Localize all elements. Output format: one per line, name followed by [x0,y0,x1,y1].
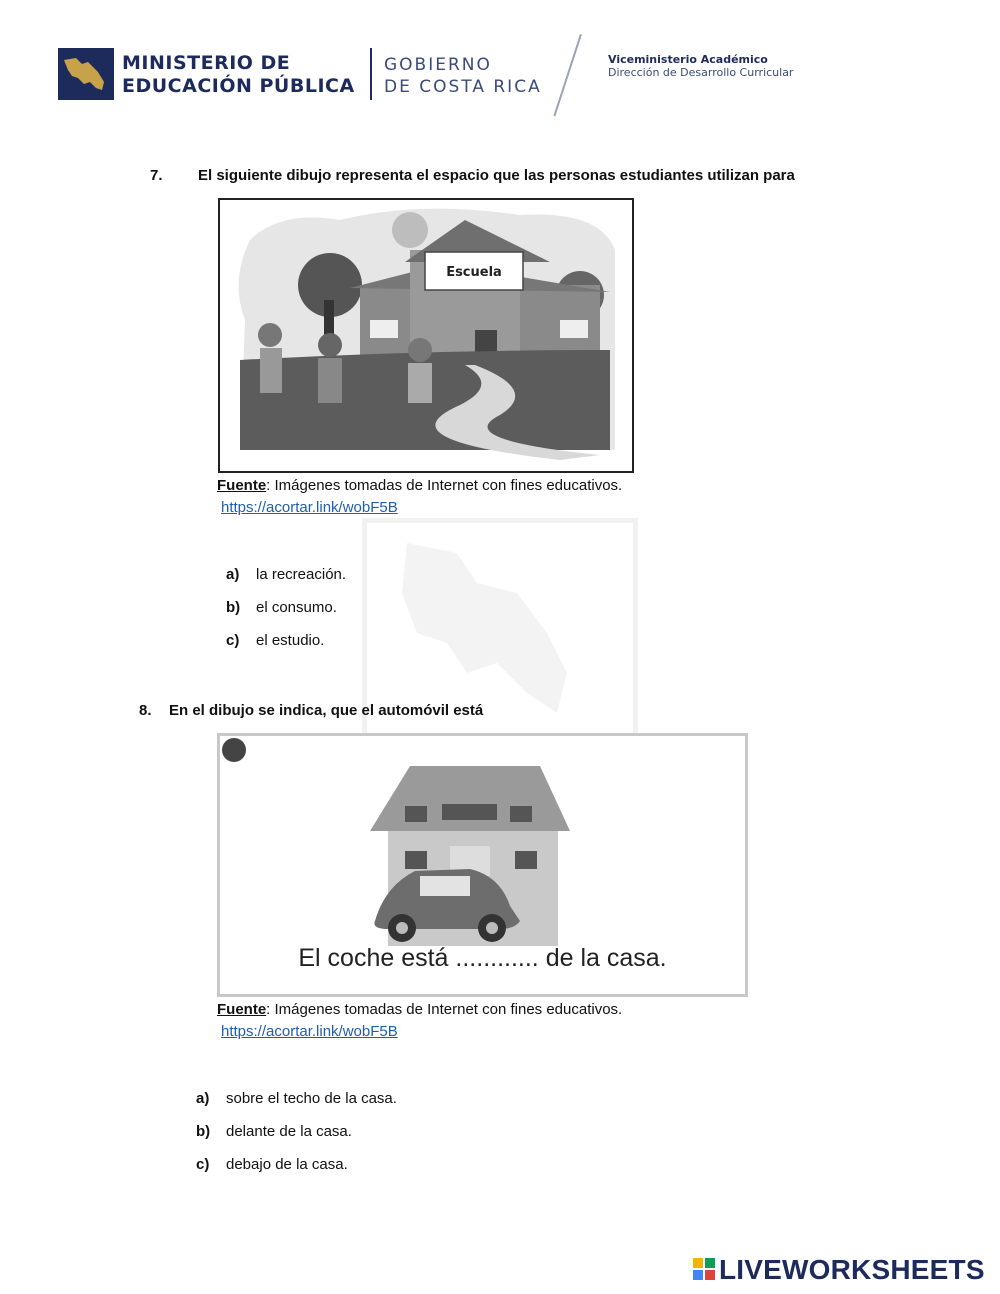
liveworksheets-brand[interactable]: LIVEWORKSHEETS [719,1254,985,1285]
source-link[interactable]: https://acortar.link/wobF5B [221,499,398,516]
question-7-option-c[interactable]: c) el estudio. [226,632,325,649]
school-sign: Escuela [446,264,502,280]
header-slash [553,34,581,116]
header-divider [370,48,372,100]
question-7-option-b[interactable]: b) el consumo. [226,599,337,616]
ministry-name: MINISTERIO DE EDUCACIÓN PÚBLICA [122,52,355,97]
question-8-option-c[interactable]: c) debajo de la casa. [196,1156,348,1173]
source-text: : Imágenes tomadas de Internet con fines educativos. [266,477,623,494]
image-caption: El coche está ............ de la casa. [298,944,667,972]
source-label: Fuente [217,1001,267,1018]
question-8-option-b[interactable]: b) delante de la casa. [196,1123,352,1140]
source-link[interactable]: https://acortar.link/wobF5B [221,1023,398,1040]
question-7-source [217,475,622,519]
source-text: : Imágenes tomadas de Internet con fines educativos. [266,1001,623,1018]
house-car-image [217,733,748,997]
question-8-title: 8. En el dibujo se indica, que el automóvil está [139,702,484,719]
source-label: Fuente [217,477,267,494]
page-header [58,34,818,124]
vice-ministry: Viceministerio Académico Dirección de Desarrollo Curricular [608,53,794,79]
question-7-option-a[interactable]: a) la recreación. [226,566,347,583]
school-illustration [220,200,632,471]
costa-rica-map-icon [58,48,114,100]
question-8-source [217,999,622,1043]
question-8-option-a[interactable]: a) sobre el techo de la casa. [196,1090,397,1107]
school-image [218,198,634,473]
liveworksheets-logo-icon [693,1258,715,1280]
question-7-title: 7. El siguiente dibujo representa el espacio que las personas estudiantes utilizan para [150,167,795,184]
government-name: GOBIERNO DE COSTA RICA [384,55,542,97]
mep-logo [58,48,114,100]
